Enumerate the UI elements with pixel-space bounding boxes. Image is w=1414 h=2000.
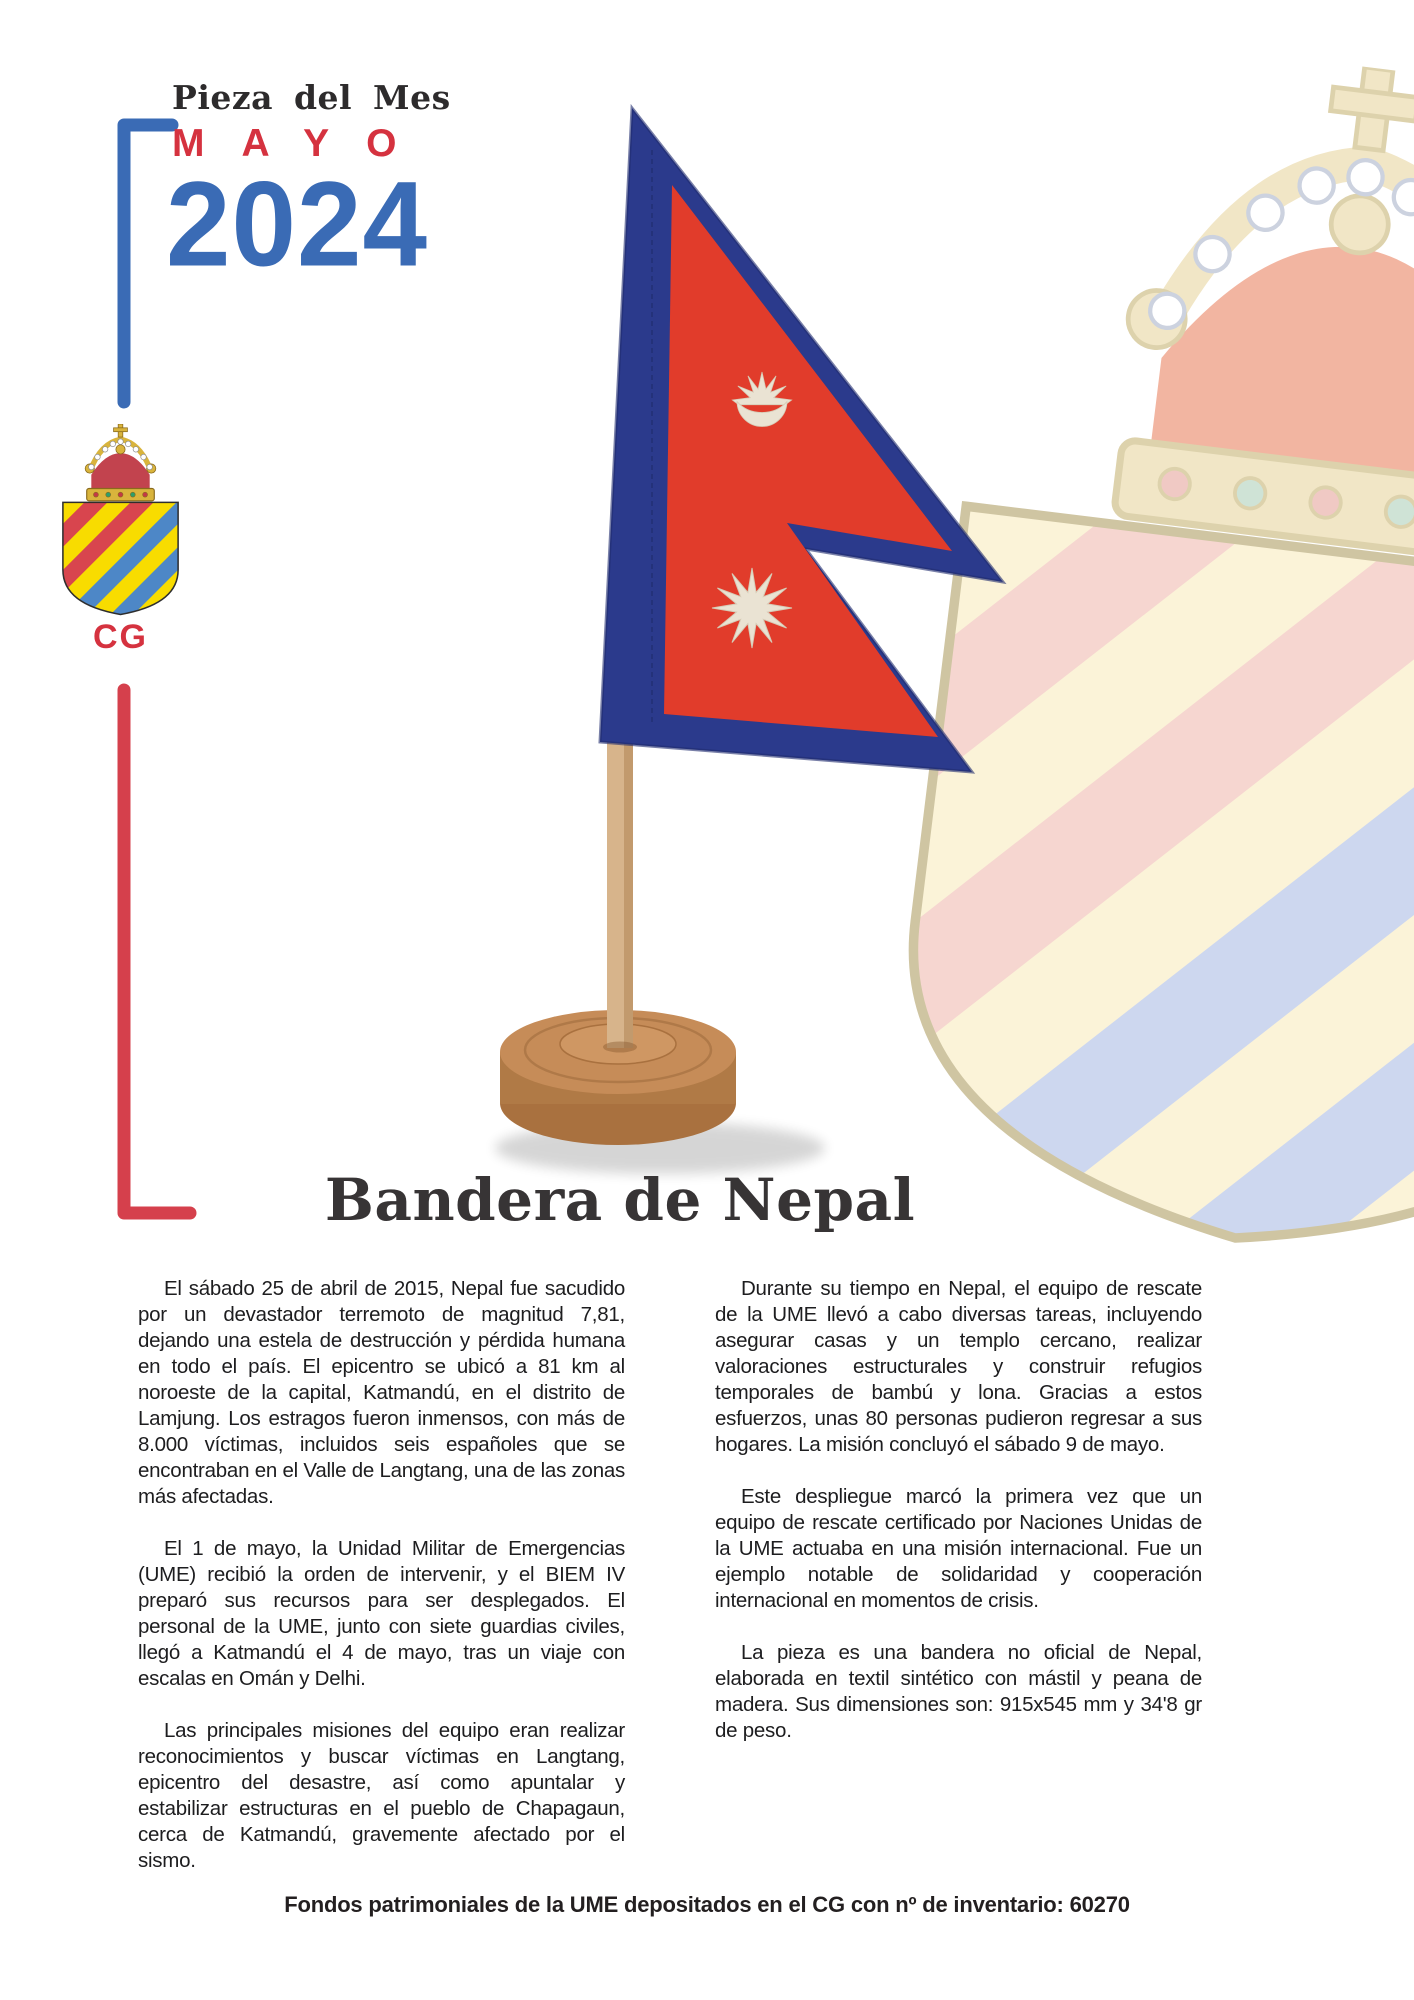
article-paragraph: Este despliegue marcó la primera vez que un equipo de rescate certificado por Naciones Unidas de la UME actuaba en una misión internacional. Fue un ejemplo notable de solidaridad y cooperación internacional en momentos de crisis. — [715, 1485, 1202, 1612]
article-paragraph: Las principales misiones del equipo eran realizar reconocimientos y buscar víctimas en Langtang, epicentro del desastre, así como apuntalar y estabilizar estructuras en el pueblo de Chapagaun, cerca de Katmandú, gravemente afectado por el sismo. — [138, 1719, 625, 1872]
wooden-mast — [603, 740, 637, 1053]
article-paragraph: El sábado 25 de abril de 2015, Nepal fue sacudido por un devastador terremoto de magnitud 7,81, dejando una estela de destrucción y pérdida humana en todo el país. El epicentro se ubicó a 81 km al noroeste de la capital, Katmandú, en el distrito de Lamjung. Los estragos fueron inmensos, con más de 8.000 víctimas, incluidos seis españoles que se encontraban en el Valle de Langtang, una de las zonas más afectadas. — [138, 1277, 625, 1508]
kicker-title: Pieza del Mes — [172, 78, 451, 117]
article-paragraph: El 1 de mayo, la Unidad Militar de Emergencias (UME) recibió la orden de intervenir, y el BIEM IV preparó sus recursos para ser desplegados. El personal de la UME, junto con siete guardias civiles, llegó a Katmandú el 4 de mayo, tras un viaje con escalas en Omán y Delhi. — [138, 1537, 625, 1690]
article-column-right — [715, 1276, 1202, 1900]
cg-coat-of-arms-icon — [59, 424, 182, 616]
year-label: 2024 — [166, 156, 429, 293]
article-paragraph: La pieza es una bandera no oficial de Nepal, elaborada en textil sintético con mástil y peana de madera. Sus dimensiones son: 915x545 mm y 34'8 gr de peso. — [715, 1641, 1202, 1742]
cg-label: CG — [93, 618, 148, 656]
month-label: MAYO — [172, 122, 434, 166]
header — [166, 78, 692, 293]
piece-title: Bandera de Nepal — [324, 1166, 916, 1234]
inventory-footer: Fondos patrimoniales de la UME depositados en el CG con nº de inventario: 60270 — [284, 1892, 1130, 1917]
blue-corner-bracket — [124, 125, 172, 402]
article-column-left — [138, 1276, 625, 1900]
article-paragraph: Durante su tiempo en Nepal, el equipo de rescate de la UME llevó a cabo diversas tareas, incluyendo asegurar casas y un templo cercano, realizar valoraciones estructurales y construir refugios temporales de bambú y lona. Gracias a estos esfuerzos, unas 80 personas pudieron regresar a sus hogares. La misión concluyó el sábado 9 de mayo. — [715, 1277, 1202, 1456]
red-corner-bracket — [124, 690, 190, 1213]
article — [138, 1276, 1202, 1900]
